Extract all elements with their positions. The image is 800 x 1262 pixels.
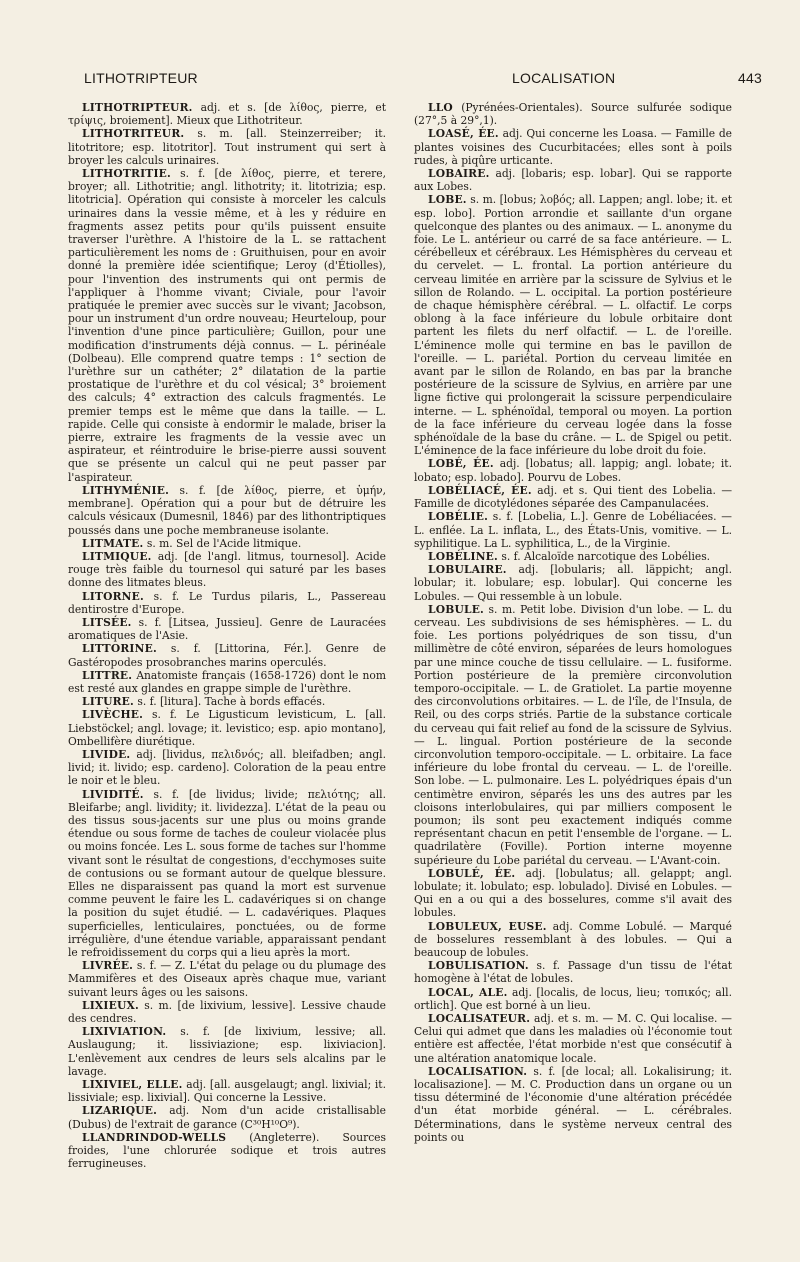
entry-headword: LOBÉLIE. (428, 510, 488, 524)
dictionary-entry (414, 1065, 732, 1144)
dictionary-entry (68, 590, 386, 616)
dictionary-entry (68, 550, 386, 590)
entry-headword: LOBULISATION. (428, 959, 529, 973)
entry-headword: LOBULEUX, EUSE. (428, 919, 547, 933)
entry-definition: s. f. [de λίθος, pierre, et ὑμήν, membrane]. Opération qui a pour but de détruire les calculs vésicaux (Dumesnil, 1846) par des lithontriptiques poussés dans une poche membraneuse isolante. (68, 483, 386, 537)
entry-definition: s. f. Alcaloïde narcotique des Lobélies. (497, 549, 711, 563)
entry-definition: (Angleterre). Sources froides, l'une chlorurée sodique et trois autres ferrugineuses. (68, 1130, 386, 1171)
entry-definition: adj. Qui concerne les Loasa. — Famille de plantes voisines des Cucurbitacées; elles sont à poils rudes, à piqûre urticante. (414, 127, 733, 167)
dictionary-entry (68, 167, 386, 484)
entry-definition: s. f. [Litsea, Jussieu]. Genre de Lauracées aromatiques de l'Asie. (68, 615, 386, 643)
entry-definition: s. m. Petit lobe. Division d'un lobe. — L. du cerveau. Les subdivisions de ses hémisphères. — L. du foie. Les portions polyédriques de son tissu, d'un millimètre de côté environ, séparées de leurs homologues par une mince couche de tissu cellulaire. — L. fusiforme. Portion postérieure de la première circonvolution temporo-occipitale. — L. de Gratiolet. La partie moyenne des circonvolutions orbitaires. — L. de l'île, de l'Insula, de Reil, ou des corps striés. Partie de la substance corticale du cerveau qui fait relief au fond de la scissure de Sylvius. — L. lingual. Portion postérieure de la seconde circonvolution temporo-occipitale. — L. orbitaire. La face inférieure du lobe frontal du cerveau. — L. de l'oreille. Son lobe. — L. pulmonaire. Les L. polyédriques épais d'un centimètre environ, séparés les uns des autres par les cloisons interlobulaires, qui par milliers composent le poumon; ils sont peu exactement indiqués comme représentant chacun en petit l'ensemble de l'organe. — L. quadrilatère (Foville). Portion interne moyenne supérieure du Lobe pariétal du cerveau. — L'Avant-coin. (414, 602, 732, 867)
entry-headword: LOCAL, ALE. (428, 985, 508, 999)
dictionary-entry (414, 510, 732, 550)
entry-headword: LOCALISATION. (428, 1064, 528, 1078)
entry-definition: s. f. [de lixivium, lessive; all. Auslaugung; it. lissiviazione; esp. lixiviacion]. L'enlèvement aux cendres de leurs sels alcalins par le lavage. (68, 1025, 386, 1078)
entry-definition: (Pyrénées-Orientales). Source sulfurée sodique (27°,5 à 29°,1). (414, 101, 732, 128)
dictionary-entry (414, 550, 732, 563)
entry-definition: s. m. [de lixivium, lessive]. Lessive chaude des cendres. (68, 998, 386, 1026)
dictionary-entry (414, 959, 732, 985)
dictionary-entry (68, 669, 386, 695)
entry-headword: LOBULE. (428, 602, 484, 616)
dictionary-entry (414, 920, 732, 960)
entry-definition: s. f. Le Ligusticum levisticum, L. [all. Liebstöckel; angl. lovage; it. levistico; esp. apio montano], Ombellifère diurétique. (68, 708, 386, 748)
left-column (68, 101, 386, 1170)
entry-definition: adj. [lobatus; all. lappig; angl. lobate; it. lobato; esp. lobado]. Pourvu de Lobes. (414, 457, 732, 484)
entry-headword: LOBÉLIACÉ, ÉE. (428, 483, 532, 497)
entry-definition: adj. [lobularis; all. läppicht; angl. lobular; it. lobulare; esp. lobular]. Qui concerne les Lobules. — Qui ressemble à un lobule. (414, 563, 732, 603)
entry-definition: adj. [lobulatus; all. gelappt; angl. lobulate; it. lobulato; esp. lobulado]. Divisé en Lobules. — Qui en a ou qui a des bosselures, comme s'il avait des lobules. (414, 866, 733, 920)
dictionary-entry (414, 457, 732, 483)
dictionary-entry (68, 999, 386, 1025)
entry-headword: LOBÉ, ÉE. (428, 457, 494, 471)
dictionary-entry (68, 616, 386, 642)
entry-headword: LIVÈCHE. (82, 708, 144, 722)
entry-headword: LITMATE. (82, 536, 144, 550)
entry-definition: s. f. Le Turdus pilaris, L., Passereau dentirostre d'Europe. (68, 589, 386, 616)
entry-headword: LITURE. (82, 695, 134, 709)
entry-headword: LOASÉ, ÉE. (428, 127, 499, 141)
dictionary-entry (68, 708, 386, 748)
dictionary-entry (414, 1012, 732, 1065)
entry-definition: adj. [localis, de locus, lieu; τοπικός; all. ortlich]. Que est borné à un lieu. (414, 985, 732, 1012)
entry-definition: s. m. [lobus; λοβός; all. Lappen; angl. lobe; it. et esp. lobo]. Portion arrondie et saillante d'un organe quelconque des plantes ou des animaux. — L. anonyme du foie. Le L. antérieur ou carré de sa face antérieure. — L. cérébelleux et cérébraux. Les Hémisphères du cerveau et du cervelet. — L. frontal. La portion antérieure du cerveau limitée en arrière par la scissure de Sylvius et le sillon de Rolando. — L. occipital. La portion postérieure de chaque hémisphère cérébral. — L. olfactif. Le corps oblong à la face inférieure du lobule orbitaire dont partent les filets du nerf olfactif. — L. de l'oreille. L'éminence molle qui termine en bas le pavillon de l'oreille. — L. pariétal. Portion du cerveau limitée en avant par le sillon de Rolando, en bas par la branche postérieure de la scissure de Sylvius, en arrière par une ligne fictive qui prolongerait la scissure perpendiculaire interne. — L. sphénoïdal, temporal ou moyen. La portion de la face inférieure du cerveau logée dans la fosse sphénoïdale de la base du crâne. — L. de Spigel ou petit. L'éminence de la face inférieure du lobe droit du foie. (414, 193, 732, 458)
entry-headword: LIXIEUX. (82, 998, 139, 1012)
dictionary-entry (68, 537, 386, 550)
dictionary-entry (414, 167, 732, 193)
dictionary-entry (68, 695, 386, 708)
dictionary-entry (68, 1131, 386, 1171)
entry-headword: LITSÉE. (82, 615, 132, 629)
dictionary-entry (68, 788, 386, 960)
entry-definition: s. f. [litura]. Tache à bords effacés. (133, 695, 326, 709)
entry-headword: LITTORINE. (82, 642, 157, 656)
entry-headword: LOBULÉ, ÉE. (428, 866, 516, 880)
dictionary-entry (414, 986, 732, 1012)
entry-definition: Anatomiste français (1658-1726) dont le nom est resté aux glandes en grappe simple de l'urèthre. (68, 668, 386, 695)
entry-headword: LIVIDE. (82, 747, 131, 761)
running-header (0, 70, 800, 92)
entry-headword: LITHOTRIPTEUR. (82, 101, 193, 114)
dictionary-entry (68, 642, 386, 668)
page-number: 443 (738, 70, 762, 86)
entry-headword: LITHOTRITEUR. (82, 127, 185, 141)
entry-definition: s. m. [all. Steinzerreiber; it. litotritore; esp. litotritor]. Tout instrument qui sert à broyer les calculs urinaires. (68, 127, 386, 167)
dictionary-entry (414, 603, 732, 867)
entry-headword: LITHYMÉNIE. (82, 483, 170, 497)
entry-definition: s. m. Sel de l'Acide litmique. (143, 536, 302, 550)
entry-headword: LOBULAIRE. (428, 563, 507, 577)
entry-headword: LLO (428, 101, 453, 114)
entry-definition: s. f. [Littorina, Fér.]. Genre de Gastéropodes prosobranches marins operculés. (68, 642, 386, 669)
entry-headword: LITTRE. (82, 668, 133, 682)
entry-definition: s. f. [Lobelia, L.]. Genre de Lobéliacées. — L. enflée. La L. inflata, L., des États-Unis, vomitive. — L. syphilitique. La L. syphilitica, L., de la Virginie. (414, 510, 732, 550)
dictionary-entry (414, 193, 732, 457)
entry-definition: s. f. Passage d'un tissu de l'état homogène à l'état de lobules. (414, 959, 732, 986)
entry-definition: s. f. [de local; all. Lokalisirung; it. localisazione]. — M. C. Production dans un organe ou un tissu déterminé de l'économie d'une altération précédée d'un état morbide général. — L. cérébrales. Déterminations, dans le système nerveux central des points ou (414, 1064, 732, 1144)
right-column (414, 101, 732, 1144)
entry-headword: LITMIQUE. (82, 549, 152, 563)
entry-headword: LIVIDITÉ. (82, 787, 144, 801)
entry-headword: LIVRÉE. (82, 959, 134, 973)
dictionary-entry (68, 959, 386, 999)
entry-headword: LLANDRINDOD-WELLS (82, 1130, 227, 1144)
entry-headword: LOBAIRE. (428, 167, 490, 181)
dictionary-entry (68, 101, 386, 127)
entry-definition: adj. et s. [de λίθος, pierre, et τρίψις, broiement]. Mieux que Lithotriteur. (68, 101, 386, 128)
entry-definition: adj. Comme Lobulé. — Marqué de bosselures ressemblant à des lobules. — Qui a beaucoup de lobules. (414, 919, 732, 959)
dictionary-entry (68, 1104, 386, 1130)
entry-definition: adj. [lividus, πελιδνός; all. bleifadben; angl. livid; it. livido; esp. cardeno]. Coloration de la peau entre le noir et le bleu. (68, 747, 386, 788)
entry-definition: adj. et s. m. — M. C. Qui localise. — Celui qui admet que dans les maladies où l'économie tout entière est affectée, l'état morbide n'est que consécutif à une altération anatomique locale. (414, 1012, 732, 1065)
entry-definition: adj. [all. ausgelaugt; angl. lixivial; it. lissiviale; esp. lixivial]. Qui concerne la Lessive. (68, 1078, 386, 1105)
dictionary-entry (414, 867, 732, 920)
entry-headword: LIZARIQUE. (82, 1104, 157, 1118)
header-right-guideword: LOCALISATION (512, 70, 616, 86)
header-left-guideword: LITHOTRIPTEUR (84, 70, 198, 86)
entry-definition: s. f. [de λίθος, pierre, et terere, broyer; all. Lithotritie; angl. lithotrity; it. litotrizia; esp. litotricia]. Opération qui consiste à morceler les calculs urinaires dans la vessie même, et à les y réduire en fragments assez petits pour qu'ils puissent ensuite traverser l'urèthre. A l'histoire de la L. se rattachent particulièrement les noms de : Gruithuisen, pour en avoir donné la première idée scientifique; Leroy (d'Étiolles), pour l'invention des instruments qui ont permis de l'appliquer à l'homme vivant; Civiale, pour l'avoir pratiquée le premier avec succès sur le vivant; Jacobson, pour un instrument d'un ordre nouveau; Heurteloup, pour l'invention d'une pince particulière; Guillon, pour une modification d'instruments déjà connus. — L. périnéale (Dolbeau). Elle comprend quatre temps : 1° section de l'urèthre sur un cathéter; 2° dilatation de la partie prostatique de l'urèthre et du col vésical; 3° broiement des calculs; 4° extraction des calculs fragmentés. Le premier temps est le même que dans la taille. — L. rapide. Celle qui consiste à endormir le malade, briser la pierre, extraire les fragments de la vessie avec un aspirateur, et réintroduire le brise-pierre aussi souvent que se présente un calcul qui ne peut passer par l'aspirateur. (68, 167, 386, 484)
dictionary-entry (68, 484, 386, 537)
dictionary-entry (68, 748, 386, 788)
dictionary-entry (68, 1078, 386, 1104)
dictionary-entry (414, 101, 732, 127)
entry-definition: adj. Nom d'un acide cristallisable (Dubus) de l'extrait de garance (C³⁰H¹⁰O⁹). (68, 1104, 386, 1131)
dictionary-entry (414, 484, 732, 510)
entry-definition: adj. [de l'angl. litmus, tournesol]. Acide rouge très faible du tournesol qui saturé par les bases donne des litmates bleus. (68, 549, 386, 590)
dictionary-entry (68, 127, 386, 167)
entry-headword: LOBE. (428, 193, 467, 207)
entry-headword: LITORNE. (82, 589, 144, 603)
entry-definition: s. f. — Z. L'état du pelage ou du plumage des Mammifères et des Oiseaux après chaque mue, variant suivant leurs âges ou les saisons. (68, 959, 386, 999)
entry-definition: adj. [lobaris; esp. lobar]. Qui se rapporte aux Lobes. (414, 167, 732, 194)
dictionary-entry (414, 563, 732, 603)
dictionary-entry (68, 1025, 386, 1078)
entry-headword: LOBÉLINE. (428, 549, 498, 563)
entry-headword: LOCALISATEUR. (428, 1012, 531, 1026)
dictionary-entry (414, 127, 732, 167)
entry-definition: adj. et s. Qui tient des Lobelia. — Famille de dicotylédones séparée des Campanulacées. (414, 483, 733, 511)
entry-headword: LIXIVIATION. (82, 1025, 167, 1039)
entry-headword: LITHOTRITIE. (82, 167, 171, 181)
entry-definition: s. f. [de lividus; livide; πελιότης; all. Bleifarbe; angl. lividity; it. lividezza]. L'état de la peau ou des tissus sous-jacents sur une plus ou moins grande étendue ou sous forme de taches de couleur violacée plus ou moins foncée. Les L. sous forme de taches sur l'homme vivant sont le résultat de congestions, d'ecchymoses suite de contusions ou se formant autour de quelque blessure. Elles ne disparaissent pas quand la mort est survenue comme peuvent le faire les L. cadavériques si on change la position du sujet étudié. — L. cadavériques. Plaques superficielles, lenticulaires, ponctuées, ou de forme irrégulière, d'une étendue variable, apparaissant pendant le refroidissement du corps qui a lieu après la mort. (68, 787, 386, 959)
entry-headword: LIXIVIEL, ELLE. (82, 1078, 183, 1092)
